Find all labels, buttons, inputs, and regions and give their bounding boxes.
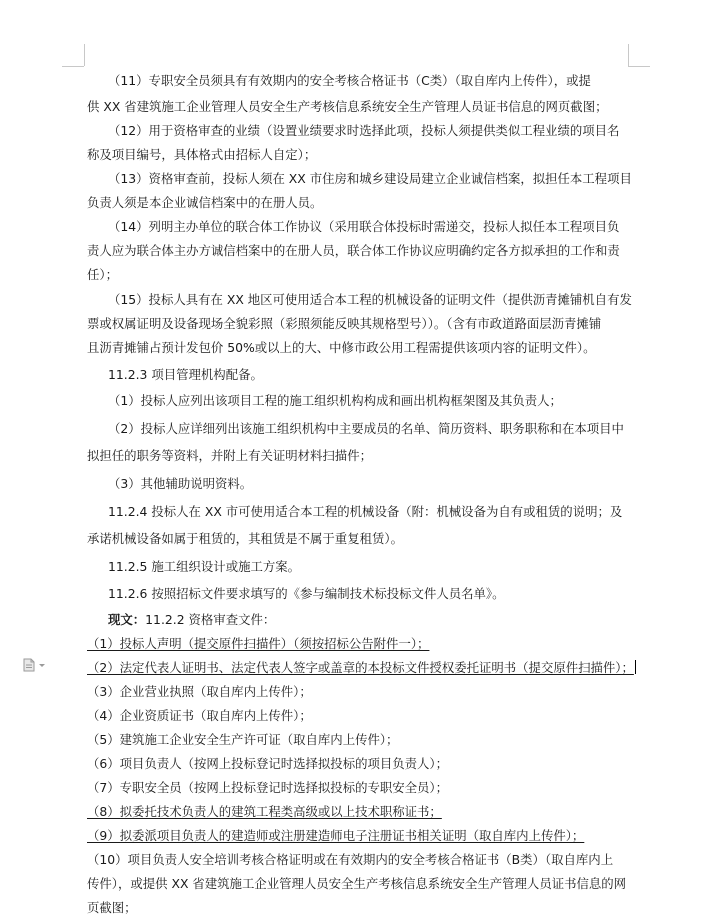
paragraph-line: （2）投标人应详细列出该施工组织机构中主要成员的名单、简历资料、职务职称和在本项目中 — [108, 421, 624, 436]
crop-mark-top-left — [84, 44, 85, 66]
current-text-title: 11.2.2 资格审查文件： — [145, 612, 276, 627]
paragraph-line: （13）资格审查前，投标人须在 XX 市住房和城乡建设局建立企业诚信档案，拟担任本工程项目 — [108, 171, 632, 186]
paragraph-line: 票或权属证明及设备现场全貌彩照（彩照须能反映其规格型号））。（含有市政道路面层沥青摊铺 — [87, 316, 602, 331]
list-item: （10）项目负责人安全培训考核合格证明或在有效期内的安全考核合格证书（B类）（取自库内上 — [87, 852, 614, 867]
document-icon[interactable] — [22, 657, 48, 671]
paragraph-line: （15）投标人具有在 XX 地区可使用适合本工程的机械设备的证明文件（提供沥青摊铺机自有发 — [108, 292, 632, 307]
list-item: （4）企业资质证书（取自库内上传件）； — [87, 708, 312, 723]
list-item: （5）建筑施工企业安全生产许可证（取自库内上传件）； — [87, 732, 399, 747]
list-item-text: （2）法定代表人证明书、法定代表人签字或盖章的本投标文件授权委托证明书（提交原件扫描件）； — [87, 660, 634, 675]
paragraph-line: 拟担任的职务等资料，并附上有关证明材料扫描件； — [87, 448, 372, 463]
crop-mark-top-left — [62, 66, 84, 67]
paragraph-line: 且沥青摊铺占预计发包价 50%或以上的大、中修市政公用工程需提供该项内容的证明文件）。 — [87, 340, 596, 355]
list-item-text: （9）拟委派项目负责人的建造师或注册建造师电子注册证书相关证明（取自库内上传件）； — [87, 828, 585, 843]
text-cursor — [635, 660, 636, 674]
list-item: （3）企业营业执照（取自库内上传件）； — [87, 684, 312, 699]
paragraph-line: 负责人须是本企业诚信档案中的在册人员。 — [87, 195, 323, 210]
paragraph-line: 任）； — [87, 267, 118, 282]
list-item-text: （1）投标人声明（提交原件扫描件）（须按招标公告附件一）； — [87, 636, 430, 651]
paragraph-line: （3）其他辅助说明资料。 — [108, 476, 253, 491]
list-item — [87, 803, 632, 820]
current-text-label: 现文： — [108, 612, 146, 627]
list-item — [87, 635, 632, 652]
paragraph-line: 责人应为联合体主办方诚信档案中的在册人员，联合体工作协议应明确约定各方拟承担的工作和责 — [87, 243, 620, 258]
paragraph-line: （11）专职安全员须具有有效期内的安全考核合格证书（C类）（取自库内上传件），或提 — [108, 73, 591, 88]
paragraph-line: 承诺机械设备如属于租赁的，其租赁是不属于重复租赁）。 — [87, 531, 403, 546]
list-item-text: （8）拟委托技术负责人的建筑工程类高级或以上技术职称证书； — [87, 804, 442, 819]
paragraph-line: 页截图； — [87, 900, 137, 915]
paragraph-line: （14）列明主办单位的联合体工作协议（采用联合体投标时需递交，投标人拟任本工程项目负 — [108, 219, 620, 234]
section-heading: 11.2.5 施工组织设计或施工方案。 — [108, 559, 301, 574]
paragraph-line: （12）用于资格审查的业绩（设置业绩要求时选择此项，投标人须提供类似工程业绩的项目名 — [108, 123, 620, 138]
current-text-heading — [108, 611, 632, 628]
crop-mark-top-right — [628, 44, 629, 66]
paragraph-line: 称及项目编号，具体格式由招标人自定）； — [87, 147, 317, 162]
section-heading: 11.2.6 按照招标文件要求填写的《参与编制技术标投标文件人员名单》。 — [108, 586, 505, 601]
crop-mark-top-right — [628, 66, 650, 67]
list-item: （7）专职安全员（按网上投标登记时选择拟投标的专职安全员）； — [87, 780, 449, 795]
paragraph-line: 传件），或提供 XX 省建筑施工企业管理人员安全生产考核信息系统安全生产管理人员证书信息的网 — [87, 876, 627, 891]
paragraph-line: 11.2.4 投标人在 XX 市可使用适合本工程的机械设备（附：机械设备为自有或租赁的说明；及 — [108, 504, 623, 519]
list-item — [87, 659, 632, 676]
paragraph-line: 供 XX 省建筑施工企业管理人员安全生产考核信息系统安全生产管理人员证书信息的网页截图； — [87, 99, 608, 114]
list-item — [87, 827, 632, 844]
list-item: （6）项目负责人（按网上投标登记时选择拟投标的项目负责人）； — [87, 756, 449, 771]
paragraph-line: （1）投标人应列出该项目工程的施工组织机构构成和画出机构框架图及其负责人； — [108, 393, 562, 408]
section-heading: 11.2.3 项目管理机构配备。 — [108, 367, 263, 382]
